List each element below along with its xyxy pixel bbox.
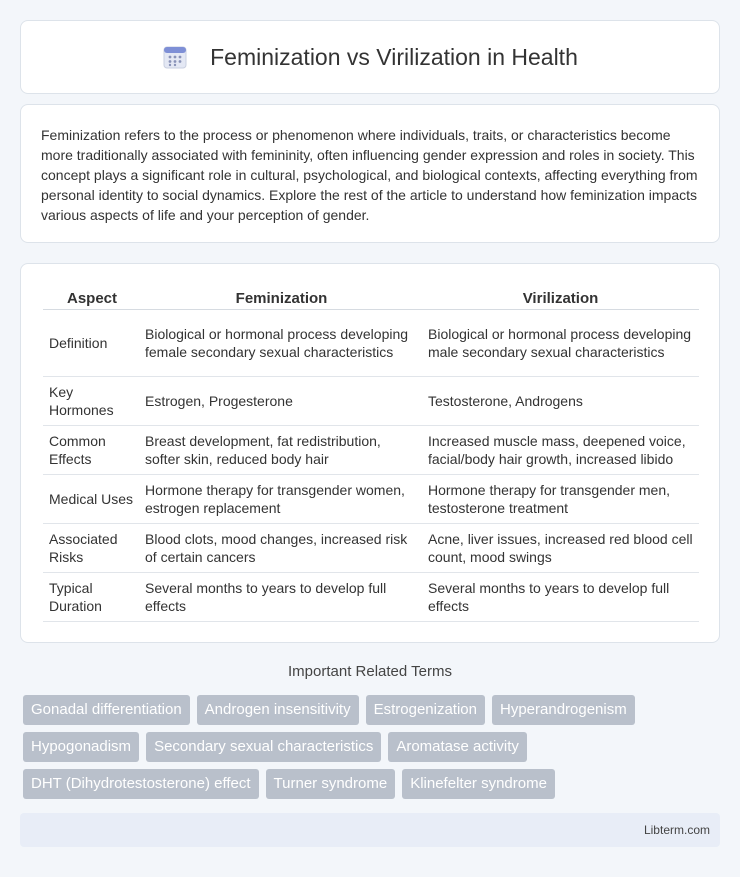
- table-row: [43, 426, 699, 475]
- tag-row: [23, 695, 713, 725]
- feminization-cell: Several months to years to develop full effects: [141, 573, 422, 622]
- related-term-tag[interactable]: Gonadal differentiation: [23, 695, 190, 725]
- comparison-table: [43, 284, 699, 622]
- tag-row: [23, 769, 713, 799]
- calendar-grid-icon: [162, 44, 188, 70]
- intro-card: [20, 104, 720, 243]
- related-term-tag[interactable]: Androgen insensitivity: [197, 695, 359, 725]
- table-row: [43, 475, 699, 524]
- aspect-cell: Common Effects: [43, 426, 141, 475]
- virilization-cell: Biological or hormonal process developing male secondary sexual characteristics: [422, 310, 699, 377]
- virilization-cell: Acne, liver issues, increased red blood cell count, mood swings: [422, 524, 699, 573]
- related-term-tag[interactable]: Secondary sexual characteristics: [146, 732, 381, 762]
- header-feminization: Feminization: [141, 284, 422, 310]
- related-terms-title: Important Related Terms: [288, 663, 452, 680]
- table-row: [43, 573, 699, 622]
- virilization-cell: Several months to years to develop full effects: [422, 573, 699, 622]
- table-row: [43, 377, 699, 426]
- page-title: Feminization vs Virilization in Health: [210, 43, 578, 70]
- comparison-table-card: [20, 263, 720, 643]
- feminization-cell: Breast development, fat redistribution, softer skin, reduced body hair: [141, 426, 422, 475]
- feminization-cell: Blood clots, mood changes, increased risk of certain cancers: [141, 524, 422, 573]
- feminization-cell: Biological or hormonal process developing female secondary sexual characteristics: [141, 310, 422, 377]
- related-term-tag[interactable]: Hypogonadism: [23, 732, 139, 762]
- virilization-cell: Increased muscle mass, deepened voice, facial/body hair growth, increased libido: [422, 426, 699, 475]
- header-card: [20, 20, 720, 94]
- virilization-cell: Hormone therapy for transgender men, testosterone treatment: [422, 475, 699, 524]
- header-aspect: Aspect: [43, 284, 141, 310]
- aspect-cell: Key Hormones: [43, 377, 141, 426]
- header-virilization: Virilization: [422, 284, 699, 310]
- related-term-tag[interactable]: DHT (Dihydrotestosterone) effect: [23, 769, 259, 799]
- related-term-tag[interactable]: Aromatase activity: [388, 732, 527, 762]
- feminization-cell: Hormone therapy for transgender women, estrogen replacement: [141, 475, 422, 524]
- related-term-tag[interactable]: Turner syndrome: [266, 769, 396, 799]
- table-row: [43, 310, 699, 377]
- aspect-cell: Definition: [43, 310, 141, 377]
- intro-paragraph: Feminization refers to the process or phenomenon where individuals, traits, or characteristics become more traditionally associated with femininity, often influencing gender expression and roles in society. This concept plays a significant role in cultural, psychological, and biological contexts, affecting everything from personal identity to social dynamics. Explore the rest of the article to understand how feminization impacts various aspects of life and your perception of gender.: [41, 127, 698, 223]
- aspect-cell: Typical Duration: [43, 573, 141, 622]
- tag-row: [23, 732, 713, 762]
- feminization-cell: Estrogen, Progesterone: [141, 377, 422, 426]
- aspect-cell: Medical Uses: [43, 475, 141, 524]
- footer: [20, 813, 720, 847]
- table-header-row: [43, 284, 699, 310]
- related-term-tag[interactable]: Klinefelter syndrome: [402, 769, 555, 799]
- footer-brand-link[interactable]: Libterm.com: [643, 823, 710, 837]
- related-terms-list: [23, 695, 713, 806]
- virilization-cell: Testosterone, Androgens: [422, 377, 699, 426]
- related-term-tag[interactable]: Estrogenization: [366, 695, 485, 725]
- table-row: [43, 524, 699, 573]
- related-term-tag[interactable]: Hyperandrogenism: [492, 695, 635, 725]
- aspect-cell: Associated Risks: [43, 524, 141, 573]
